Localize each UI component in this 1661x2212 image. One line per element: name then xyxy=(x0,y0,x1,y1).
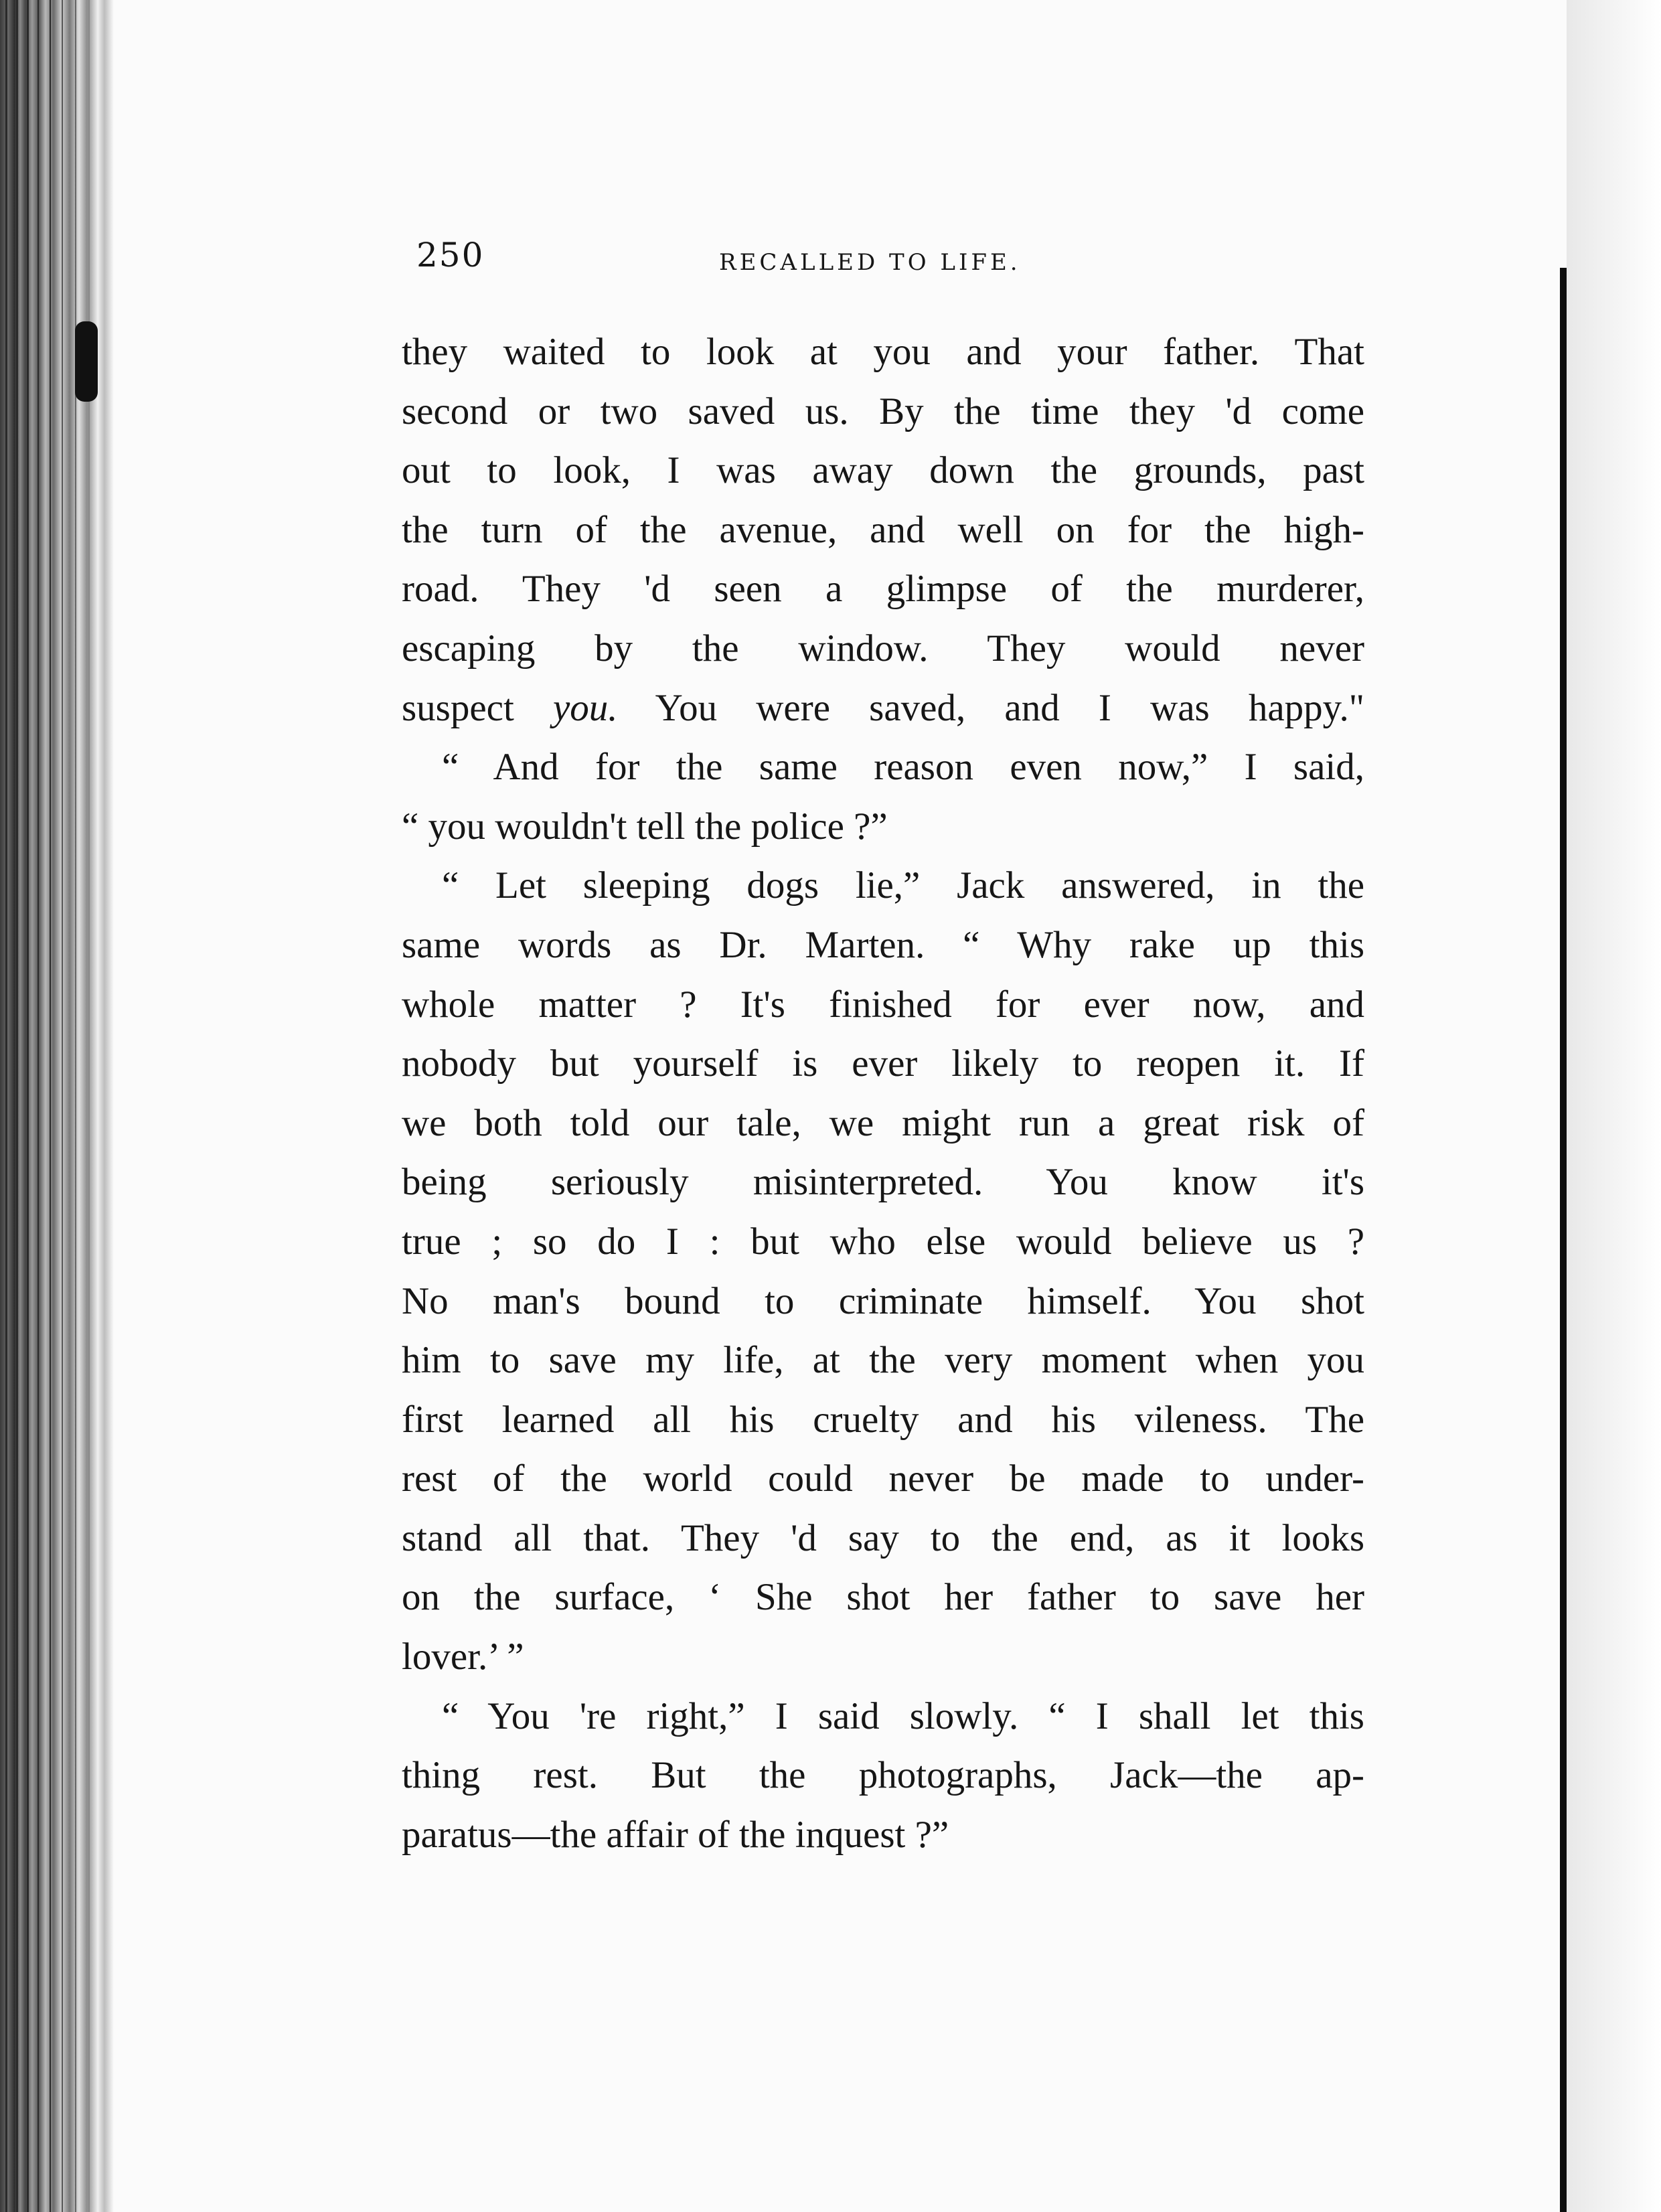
italic-word: you. xyxy=(552,686,618,729)
text-line: “ You 're right,” I said slowly. “ I shall let this xyxy=(442,1694,1364,1737)
page-header xyxy=(416,236,1086,276)
body-text xyxy=(402,323,1364,1865)
text-line: lover.’ ” xyxy=(402,1636,524,1678)
text-line: “ And for the same reason even now,” I said, xyxy=(442,746,1364,789)
text-line: road. They 'd seen a glimpse of the murderer, xyxy=(402,568,1364,611)
page-stack-line xyxy=(5,0,7,2212)
page-edge-line xyxy=(1560,268,1567,2212)
text-line: escaping by the window. They would never xyxy=(402,627,1364,669)
text-line: him to save my life, at the very moment when you xyxy=(402,1339,1364,1382)
page-stack-line xyxy=(50,0,51,2212)
page-stack-line xyxy=(62,0,63,2212)
facing-page-edge xyxy=(1567,0,1661,2212)
text-line: “ Let sleeping dogs lie,” Jack answered, in the xyxy=(442,864,1364,907)
text-line: true ; so do I : but who else would believe us ? xyxy=(402,1220,1364,1263)
running-head: RECALLED TO LIFE. xyxy=(719,249,1021,276)
text-line: we both told our tale, we might run a great risk of xyxy=(402,1101,1364,1144)
text-line: whole matter ? It's finished for ever now, and xyxy=(402,983,1364,1026)
page-stack-line xyxy=(27,0,29,2212)
text-line: rest of the world could never be made to under- xyxy=(402,1457,1364,1500)
page-stack-line xyxy=(16,0,18,2212)
page-stack-line xyxy=(37,0,39,2212)
text-line: first learned all his cruelty and his vileness. The xyxy=(402,1398,1364,1441)
text-segment: You were saved, and I was happy." xyxy=(617,686,1364,729)
book-spine-edge xyxy=(0,0,114,2212)
text-line: the turn of the avenue, and well on for the high- xyxy=(402,508,1364,551)
page-number: 250 xyxy=(416,236,485,274)
text-line xyxy=(402,679,1364,738)
text-line: on the surface, ‘ She shot her father to save her xyxy=(402,1576,1364,1619)
text-line: out to look, I was away down the grounds, past xyxy=(402,449,1364,492)
text-line: second or two saved us. By the time they 'd come xyxy=(402,390,1364,432)
text-line: “ you wouldn't tell the police ?” xyxy=(402,805,888,848)
text-line: thing rest. But the photographs, Jack—the ap- xyxy=(402,1754,1364,1797)
text-line: No man's bound to criminate himself. You shot xyxy=(402,1279,1364,1322)
text-line: being seriously misinterpreted. You know it's xyxy=(402,1161,1364,1204)
text-line: paratus—the affair of the inquest ?” xyxy=(402,1813,949,1856)
text-line: they waited to look at you and your father. That xyxy=(402,331,1364,373)
text-line: nobody but yourself is ever likely to reopen it. If xyxy=(402,1042,1364,1085)
text-line: same words as Dr. Marten. “ Why rake up this xyxy=(402,923,1364,966)
text-segment: suspect xyxy=(402,686,553,729)
ink-blot xyxy=(75,321,98,402)
text-line: stand all that. They 'd say to the end, as it looks xyxy=(402,1516,1364,1559)
